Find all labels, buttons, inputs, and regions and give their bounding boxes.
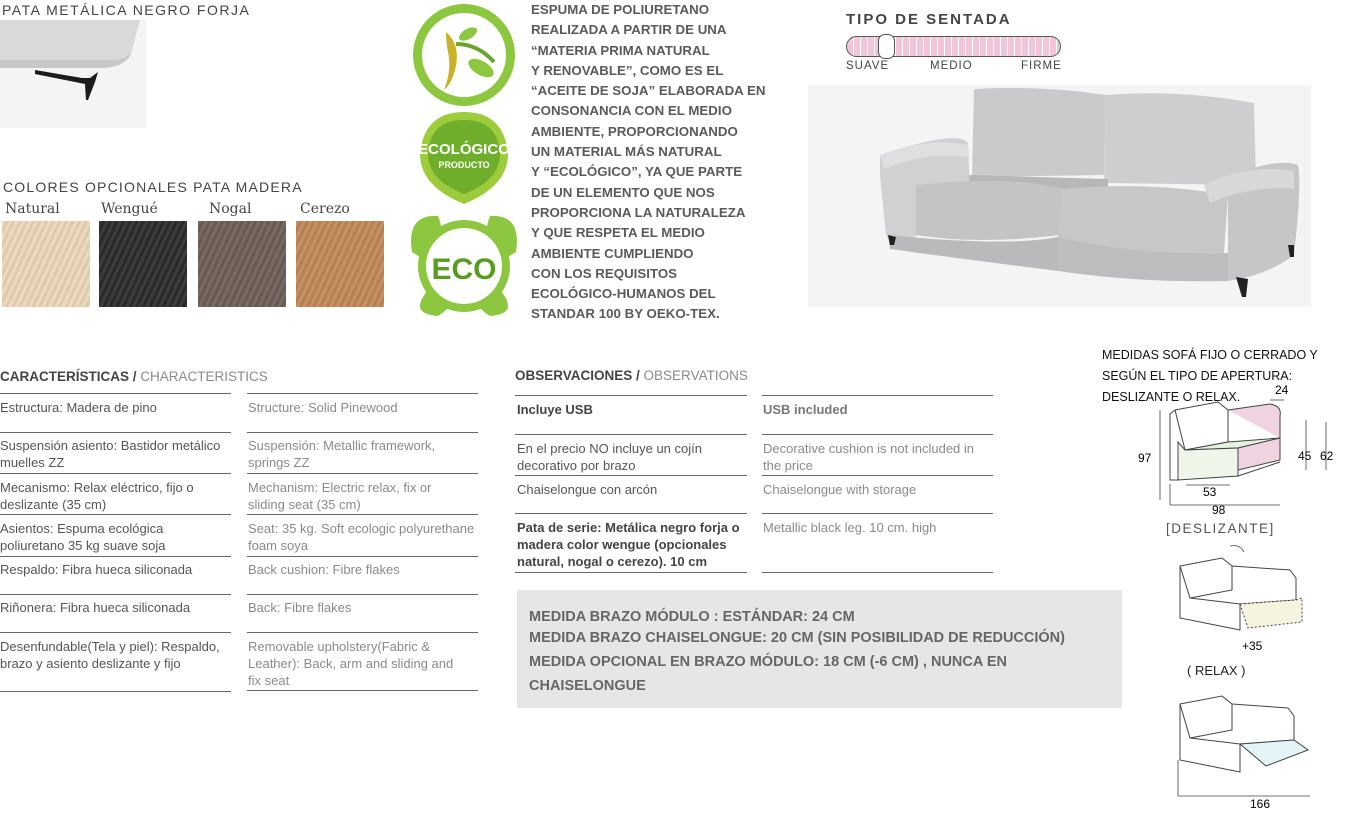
fixed-dimension-diagram [1130,380,1349,520]
badge-eco-text: ECO [431,253,497,286]
wood-colors-title: COLORES OPCIONALES PATA MADERA [3,179,303,195]
characteristics-title-separator: / [129,369,141,384]
divider [762,572,993,573]
divider [247,594,478,595]
relax-diagram [1170,684,1315,812]
swatch-wengue [99,221,187,307]
observation-es: Chaiselongue con arcón [517,482,658,497]
divider [0,594,231,595]
divider [515,513,747,514]
eco-line: PROPORCIONA LA NATURALEZA [531,204,746,220]
divider [762,475,993,476]
dim-arm-height: 62 [1320,449,1334,463]
measure-line: MEDIDA BRAZO MÓDULO : ESTÁNDAR: 24 CM [529,609,855,625]
characteristic-es: Asientos: Espuma ecológica poliuretano 35 kg suave soja [0,521,166,553]
ecologico-badge-icon [418,112,510,204]
firmness-indicator [878,34,895,59]
eco-line: ESPUMA DE POLIURETANO [531,2,710,17]
observation-en: Metallic black leg. 10 cm. high [763,520,937,535]
swatch-natural [2,221,90,307]
eco-line: ECOLÓGICO-HUMANOS DEL [531,286,716,302]
observations-title-en: OBSERVATIONS [643,368,748,383]
sofa-photo [808,85,1311,307]
observation-es: En el precio NO incluye un cojín decorativo por brazo [517,441,702,473]
sliding-diagram [1170,542,1310,657]
characteristic-en: Removable upholstery(Fabric & Leather): Back, arm and sliding and fix seat [248,639,454,688]
dim-arm: 24 [1275,383,1289,397]
dim-seat-depth: 53 [1203,485,1217,499]
characteristic-en: Suspensión: Metallic framework, springs ZZ [248,438,436,470]
observation-en: Chaiselongue with storage [763,482,917,497]
eco-line: CON LOS REQUISITOS [531,265,678,281]
eco-description [531,0,771,325]
characteristic-en: Structure: Solid Pinewood [248,400,398,415]
characteristic-en: Mechanism: Electric relax, fix or sliding seat (35 cm) [248,480,432,512]
badge-producto-text: PRODUCTO [438,160,490,170]
characteristic-es: Respaldo: Fibra hueca siliconada [0,562,193,577]
divider [247,556,478,557]
badge-ecologico-text: ECOLÓGICO [418,141,510,158]
observation-en: USB included [763,402,848,417]
divider [0,514,231,515]
scale-label-medio: MEDIO [930,60,973,72]
divider [247,690,478,691]
dim-depth: 98 [1212,503,1226,517]
dim-slide: +35 [1242,639,1263,653]
measure-line: MEDIDA BRAZO CHAISELONGUE: 20 CM (SIN POSIBILIDAD DE REDUCCIÓN) [529,630,1065,646]
characteristic-es: Estructura: Madera de pino [0,400,157,415]
eco-line: Y “ECOLÓGICO”, YA QUE PARTE [531,164,743,180]
swatch-label-cerezo: Cerezo [300,201,350,217]
characteristics-title-en: CHARACTERISTICS [140,369,268,384]
diagram-title-line: SEGÚN EL TIPO DE APERTURA: [1102,369,1293,383]
eco-line: CONSONANCIA CON EL MEDIO [531,103,732,119]
measure-line: CHAISELONGUE [529,678,646,694]
eco-line: Y RENOVABLE”, COMO ES EL [531,62,724,78]
label-deslizante: [DESLIZANTE] [1166,521,1275,536]
divider [0,473,231,474]
divider [762,513,993,514]
eco-leaf-icon [411,216,517,316]
dim-seat-height: 45 [1298,449,1312,463]
characteristic-es: Desenfundable(Tela y piel): Respaldo, brazo y asiento deslizante y fijo [0,639,220,671]
leg-photo [0,20,146,128]
divider [247,393,478,394]
divider [515,434,747,435]
observations-title-separator: / [632,368,644,383]
swatch-label-natural: Natural [5,201,60,217]
diagram-title-line: MEDIDAS SOFÁ FIJO O CERRADO Y [1102,348,1318,362]
characteristic-en: Back cushion: Fibre flakes [248,562,400,577]
divider [247,632,478,633]
eco-line: “ACEITE DE SOJA” ELABORADA EN [531,83,766,99]
eco-line: AMBIENTE CUMPLIENDO [531,245,694,261]
swatch-nogal [198,221,286,307]
eco-line: AMBIENTE, PROPORCIONANDO [531,123,738,139]
diagram-title-line: DESLIZANTE O RELAX. [1102,390,1241,404]
dim-relax: 166 [1250,797,1271,811]
divider [515,572,747,573]
swatch-label-nogal: Nogal [209,201,252,217]
divider [247,514,478,515]
scale-label-suave: SUAVE [846,60,890,72]
leg-title: PATA METÁLICA NEGRO FORJA [2,2,251,18]
swatch-label-wengue: Wengué [101,201,158,217]
dim-height: 97 [1138,451,1152,465]
characteristic-en: Seat: 35 kg. Soft ecologic polyurethane foam soya [248,521,475,553]
eco-line: STANDAR 100 BY OEKO-TEX. [531,306,720,322]
soy-icon [413,4,515,106]
observations-title [515,368,748,383]
characteristics-title-es: CARACTERÍSTICAS [0,369,130,384]
eco-badges [408,4,520,322]
seating-title: TIPO DE SENTADA [846,11,1012,28]
observation-es: Pata de serie: Metálica negro forja o madera color wengue (opcionales natural, nogal o cerezo). 10 cm [517,520,740,569]
characteristic-es: Riñonera: Fibra hueca siliconada [0,600,191,615]
eco-line: Y QUE RESPETA EL MEDIO [531,225,705,241]
eco-line: “MATERIA PRIMA NATURAL [531,42,710,58]
divider [762,395,993,396]
divider [247,473,478,474]
divider [0,393,231,394]
eco-line: UN MATERIAL MÁS NATURAL [531,144,722,160]
scale-label-firme: FIRME [1021,60,1062,72]
characteristic-en: Back: Fibre flakes [248,600,352,615]
divider [762,434,993,435]
characteristic-es: Mecanismo: Relax eléctrico, fijo o deslizante (35 cm) [0,480,194,512]
divider [515,395,747,396]
characteristic-es: Suspensión asiento: Bastidor metálico muelles ZZ [0,438,221,470]
divider [0,632,231,633]
label-relax: ( RELAX ) [1187,663,1246,678]
measure-line: MEDIDA OPCIONAL EN BRAZO MÓDULO: 18 CM (-6 CM) , NUNCA EN [529,654,1007,670]
divider [515,475,747,476]
observation-en: Decorative cushion is not included in the price [763,441,975,473]
characteristics-title [0,369,268,384]
divider [0,556,231,557]
divider [247,432,478,433]
eco-line: DE UN ELEMENTO QUE NOS [531,184,715,200]
divider [0,691,231,692]
swatch-cerezo [296,221,384,307]
divider [0,432,231,433]
observation-es: Incluye USB [517,402,593,417]
eco-line: REALIZADA A PARTIR DE UNA [531,22,727,38]
observations-title-es: OBSERVACIONES [515,368,633,383]
